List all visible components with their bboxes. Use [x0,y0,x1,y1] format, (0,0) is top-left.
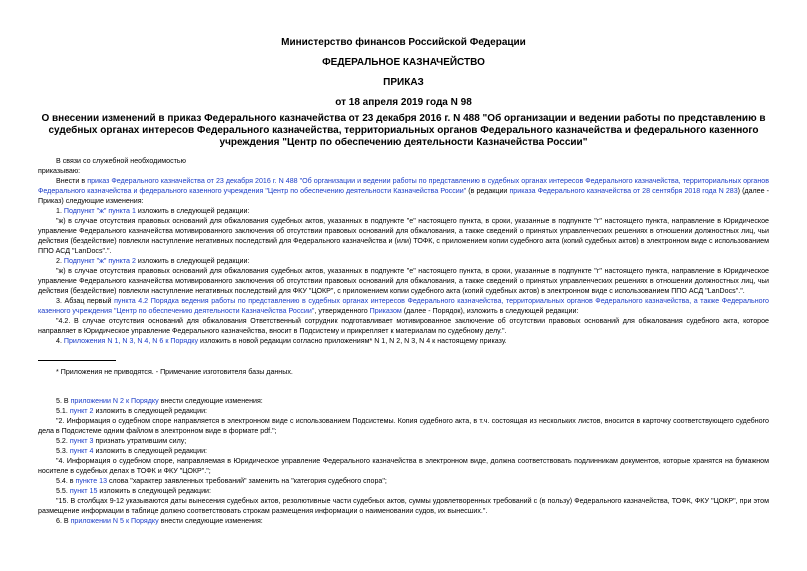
item-6-link[interactable]: приложении N 5 к Порядку [70,517,159,525]
item-5-1-text: "2. Информация о судебном споре направляется в электронном виде с использованием Подсистемы. Копия судебного акта, в т.ч. состоящая из нескольких листов, вносится в карточку соответствующего судебного дела в Подсистеме одним файлом в электронном виде в формате pdf."; [38,417,769,435]
item-3 [38,296,769,316]
document-title [38,113,769,149]
text: 4. [56,337,64,345]
item-4 [38,336,769,346]
item-5-4-link[interactable]: пункте 13 [75,477,108,485]
item-1 [38,206,769,216]
text: (далее - Порядок), изложить в следующей редакции: [401,307,579,315]
item-5 [38,396,769,406]
item-2 [38,256,769,266]
text: изложить в следующей редакции: [93,407,208,415]
intro-line: В связи со служебной необходимостью [56,157,186,165]
item-5-5-link[interactable]: пункт 15 [69,487,98,495]
text: 3. Абзац первый [56,297,115,305]
item-5-2 [38,436,769,446]
item-5-3-text: "4. Информация о судебном споре, направляемая в Юридическое управление Федерального казначейства в электронном виде, должна соответствовать подлинникам документов, которые хранятся на бумажном носителе в судебных делах в ТОФК и ФКУ "ЦОКР"."; [38,457,769,475]
text: изложить в следующей редакции: [135,207,250,215]
text: внести следующие изменения: [158,397,263,405]
item-1-text: "ж) в случае отсутствия правовых оснований для обжалования судебных актов, указанных в подпункте "е" настоящего пункта, в сроки, указанные в подпункте "г" настоящего пункта, направление в Юридическое управление Федерального казначейства мотивированного заключения об отсутствии правовых оснований для обжалования, а также сведений о принятых управленческих решениях в отношении должностных лиц, чьи действия (бездействие) повлекли наступление негативных последствий для Федерального казначейства и (или) ТОФК, с приложением копии судебного акта (копий судебных актов) в электронном виде с использованием ППО АСД "LanDocs".". [38,217,769,255]
text: изложить в следующей редакции: [135,257,250,265]
item-3-text: "4.2. В случае отсутствия оснований для обжалования Ответственный сотрудник подготавливает мотивированное заключение об отсутствии правовых оснований для обжалования судебного акта, которое направляет в Юридическое управление Федерального казначейства, вносит в Подсистему и прикрепляет к материалам по судебному делу.". [38,317,769,335]
text: изложить в следующей редакции: [97,487,211,495]
text: внести следующие изменения: [158,517,263,525]
text: 5.1. [56,407,70,415]
item-5-1 [38,406,769,416]
item-5-5 [38,486,769,496]
prikaz-link[interactable]: Приказом [369,307,402,315]
item-2-link[interactable]: Подпункт "ж" пункта 2 [63,257,136,265]
text: 6. В [56,517,71,525]
item-4-link[interactable]: Приложения N 1, N 3, N 4, N 6 к Порядку [63,337,199,345]
agency-name: ФЕДЕРАЛЬНОЕ КАЗНАЧЕЙСТВО [322,57,485,68]
title-link[interactable]: приказ Федерального казначейства от 23 декабря 2016 г. N 488 "Об организации и ведении работы по представлению в судебных органах интересов Федерального казначейства, территориальных органов Федерального казначейства и федерального казенного учреждения "Центр по обеспечению деятельности Казначейства России" [48,113,766,148]
spacer [38,377,769,396]
text: ) (далее - Приказ) следующие изменения: [38,187,769,205]
text: 5. В [56,397,71,405]
intro-order: приказываю: [38,167,81,175]
order-283-link[interactable]: приказа Федерального казначейства от 28 сентября 2018 года N 283 [509,187,738,195]
item-5-5-text: "15. В столбцах 9-12 указываются даты вынесения судебных актов, резолютивные части судебных актов, суммы удовлетворенных требований с (в пользу) Федерального казначейства, ТОФК, ФКУ "ЦОКР", при этом размещение информации в таблице должно соответствовать строкам размещения информации о наименовании судов, их вынесших.". [38,497,769,515]
item-3-link[interactable]: пункта 4.2 Порядка ведения работы по представлению в судебных органах интересов Федерального казначейства, территориальных органов Федерального казначейства, а также Федерального казенного учреждения "Центр по обеспечению деятельности Казначейства России" [38,297,769,315]
item-5-3 [38,446,769,456]
item-5-2-link[interactable]: пункт 3 [69,437,94,445]
text: изложить в новой редакции согласно приложениям* N 1, N 2, N 3, N 4 к настоящему приказу. [198,337,507,345]
item-2-text: "ж) в случае отсутствия правовых оснований для обжалования судебных актов, указанных в подпункте "е" настоящего пункта, в сроки, указанные в подпункте "г" настоящего пункта, направление в Юридическое управление Федерального казначейства мотивированного заключения об отсутствии правовых оснований для обжалования, а также сведений о принятых управленческих решениях в отношении должностных лиц, чьи действия (бездействие) повлекли наступление негативных последствий для ФКУ "ЦОКР", с приложением копии судебного акта (копий судебных актов) в электронном виде с использованием ППО АСД "LanDocs".". [38,267,769,295]
item-6 [38,516,769,526]
text: 5.3. [56,447,70,455]
text: 1. [56,207,64,215]
document-type: ПРИКАЗ [383,77,424,88]
text: признать утратившим силу; [93,437,187,445]
text: слова "характер заявленных требований" заменить на "категория судебного спора"; [107,477,387,485]
document-body [38,156,769,526]
text: 5.4. в [56,477,76,485]
paragraph-main [38,176,769,206]
text: изложить в следующей редакции: [93,447,208,455]
order-488-link[interactable]: приказ Федерального казначейства от 23 декабря 2016 г. N 488 "Об организации и ведении работы по представлению в судебных органах интересов Федерального казначейства, территориальных органов Федерального казначейства и федерального казенного учреждения "Центр по обеспечению деятельности Казначейства России" [38,177,769,195]
item-5-1-link[interactable]: пункт 2 [69,407,94,415]
text: (в редакции [466,187,510,195]
item-5-link[interactable]: приложении N 2 к Порядку [70,397,159,405]
footnote: * Приложения не приводятся. - Примечание изготовителя базы данных. [56,368,293,376]
text: , утвержденного [314,307,370,315]
ministry-name: Министерство финансов Российской Федерации [281,37,526,48]
text: 2. [56,257,64,265]
footnote-divider [38,360,116,361]
text: 5.5. [56,487,70,495]
document-date: от 18 апреля 2019 года N 98 [335,97,472,108]
text: 5.2. [56,437,70,445]
title-prefix: О внесении изменений в [41,113,168,124]
item-5-3-link[interactable]: пункт 4 [69,447,94,455]
item-1-link[interactable]: Подпункт "ж" пункта 1 [63,207,136,215]
text: Внести в [56,177,88,185]
item-5-4 [38,476,769,486]
